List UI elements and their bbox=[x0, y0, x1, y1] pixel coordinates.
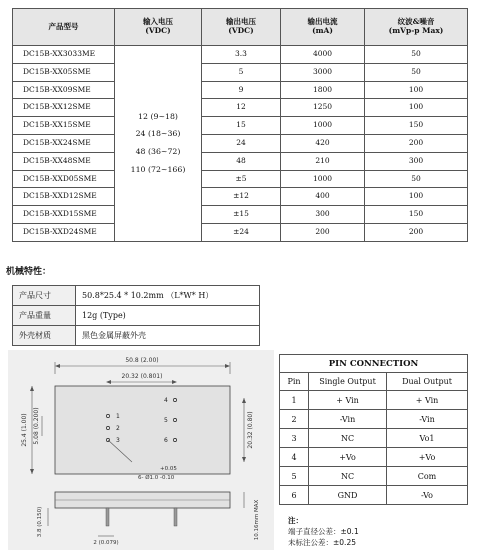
output-voltage-cell: 9 bbox=[202, 81, 281, 99]
header-output-current: 输出电流 (mA) bbox=[281, 9, 365, 46]
ripple-cell: 150 bbox=[365, 117, 468, 135]
model-cell: DC15B-XX3033ME bbox=[13, 46, 115, 64]
pin-number: 2 bbox=[280, 410, 309, 429]
mech-value: 12g (Type) bbox=[76, 306, 260, 326]
single-output-cell: +Vo bbox=[309, 448, 387, 467]
model-cell: DC15B-XX15SME bbox=[13, 117, 115, 135]
ripple-cell: 100 bbox=[365, 99, 468, 117]
output-current-cell: 1250 bbox=[281, 99, 365, 117]
table-row bbox=[280, 429, 468, 448]
header-input-voltage: 输入电压 (VDC) bbox=[115, 9, 202, 46]
output-voltage-cell: ±24 bbox=[202, 223, 281, 241]
table-row bbox=[13, 63, 468, 81]
table-row bbox=[13, 99, 468, 117]
pin-connection-table bbox=[279, 354, 468, 505]
dim-right: 20.32 (0.80) bbox=[247, 411, 254, 449]
output-voltage-cell: 48 bbox=[202, 152, 281, 170]
table-row bbox=[13, 170, 468, 188]
pin-label: 4 bbox=[164, 397, 168, 404]
header-model: 产品型号 bbox=[13, 9, 115, 46]
mech-key: 产品重量 bbox=[13, 306, 76, 326]
table-row bbox=[280, 486, 468, 505]
table-row bbox=[13, 286, 260, 306]
mech-value: 50.8*25.4 * 10.2mm （L*W* H） bbox=[76, 286, 260, 306]
ripple-cell: 200 bbox=[365, 223, 468, 241]
pin-diameter: 6- Ø1.0 -0.10 bbox=[138, 475, 175, 481]
output-voltage-cell: ±15 bbox=[202, 206, 281, 224]
header-ripple-noise: 纹波&噪音 (mVp-p Max) bbox=[365, 9, 468, 46]
input-voltage-line: 12 (9~18) bbox=[138, 111, 178, 121]
table-row bbox=[13, 188, 468, 206]
ripple-cell: 100 bbox=[365, 188, 468, 206]
input-voltage-line: 24 (18~36) bbox=[135, 129, 181, 139]
output-voltage-cell: ±5 bbox=[202, 170, 281, 188]
mechanical-drawing bbox=[8, 350, 274, 550]
output-voltage-cell: 3.3 bbox=[202, 46, 281, 64]
ripple-cell: 200 bbox=[365, 134, 468, 152]
model-cell: DC15B-XX05SME bbox=[13, 63, 115, 81]
table-row bbox=[13, 46, 468, 64]
pin-label: 2 bbox=[116, 425, 120, 432]
single-output-cell: NC bbox=[309, 467, 387, 486]
spec-header-row bbox=[13, 9, 468, 46]
mechanical-table bbox=[12, 285, 260, 346]
table-row bbox=[280, 391, 468, 410]
output-current-cell: 400 bbox=[281, 188, 365, 206]
dim-height: 10.16mm MAX bbox=[254, 499, 260, 541]
mech-value: 黑色金属屏蔽外壳 bbox=[76, 326, 260, 346]
dim-bottom: 2 (0.079) bbox=[93, 540, 119, 546]
side-pin bbox=[106, 508, 109, 526]
single-output-header: Single Output bbox=[309, 373, 387, 391]
mechanical-title: 机械特性： bbox=[6, 267, 52, 277]
side-pin bbox=[174, 508, 177, 526]
output-voltage-cell: ±12 bbox=[202, 188, 281, 206]
table-row bbox=[280, 448, 468, 467]
model-cell: DC15B-XX09SME bbox=[13, 81, 115, 99]
model-cell: DC15B-XXD15SME bbox=[13, 206, 115, 224]
pin-label: 3 bbox=[116, 437, 120, 444]
input-voltage-cell bbox=[115, 46, 202, 242]
note-line: 端子直径公差：±0.1 bbox=[288, 527, 359, 536]
dual-output-cell: Com bbox=[387, 467, 468, 486]
pin-header: Pin bbox=[280, 373, 309, 391]
table-row bbox=[13, 117, 468, 135]
model-cell: DC15B-XXD24SME bbox=[13, 223, 115, 241]
module-outline bbox=[55, 386, 230, 474]
ripple-cell: 50 bbox=[365, 63, 468, 81]
output-current-cell: 210 bbox=[281, 152, 365, 170]
table-row bbox=[280, 467, 468, 486]
output-current-cell: 420 bbox=[281, 134, 365, 152]
dim-pin-pitch: 5.08 (0.200) bbox=[33, 407, 40, 445]
output-current-cell: 4000 bbox=[281, 46, 365, 64]
spec-table bbox=[12, 8, 468, 242]
output-current-cell: 200 bbox=[281, 223, 365, 241]
dual-output-cell: Vo1 bbox=[387, 429, 468, 448]
table-row bbox=[280, 410, 468, 429]
table-row bbox=[13, 152, 468, 170]
table-row bbox=[13, 134, 468, 152]
pin-label: 6 bbox=[164, 437, 168, 444]
dual-output-header: Dual Output bbox=[387, 373, 468, 391]
ripple-cell: 100 bbox=[365, 81, 468, 99]
table-row bbox=[13, 326, 260, 346]
dim-pin-span: 20.32 (0.801) bbox=[121, 373, 163, 380]
dual-output-cell: +Vo bbox=[387, 448, 468, 467]
dim-length: 50.8 (2.00) bbox=[125, 357, 159, 364]
pin-number: 3 bbox=[280, 429, 309, 448]
pin-label: 5 bbox=[164, 417, 168, 424]
note-line: 未标注公差：±0.25 bbox=[288, 538, 356, 547]
ripple-cell: 50 bbox=[365, 46, 468, 64]
output-voltage-cell: 5 bbox=[202, 63, 281, 81]
dim-pin-length: 3.8 (0.150) bbox=[37, 506, 43, 538]
notes-heading: 注： bbox=[288, 516, 303, 525]
output-voltage-cell: 15 bbox=[202, 117, 281, 135]
pin-number: 5 bbox=[280, 467, 309, 486]
table-row bbox=[13, 306, 260, 326]
single-output-cell: GND bbox=[309, 486, 387, 505]
model-cell: DC15B-XXD12SME bbox=[13, 188, 115, 206]
output-current-cell: 1000 bbox=[281, 170, 365, 188]
single-output-cell: -Vin bbox=[309, 410, 387, 429]
output-voltage-cell: 12 bbox=[202, 99, 281, 117]
drawing-svg bbox=[8, 350, 274, 550]
pin-label: 1 bbox=[116, 413, 120, 420]
input-voltage-line: 110 (72~166) bbox=[130, 165, 186, 175]
input-voltage-line: 48 (36~72) bbox=[135, 147, 181, 157]
ripple-cell: 150 bbox=[365, 206, 468, 224]
header-output-voltage: 输出电压 (VDC) bbox=[202, 9, 281, 46]
output-current-cell: 300 bbox=[281, 206, 365, 224]
output-current-cell: 1800 bbox=[281, 81, 365, 99]
dual-output-cell: -Vin bbox=[387, 410, 468, 429]
pin-number: 6 bbox=[280, 486, 309, 505]
output-current-cell: 1000 bbox=[281, 117, 365, 135]
dual-output-cell: + Vin bbox=[387, 391, 468, 410]
table-row bbox=[13, 206, 468, 224]
model-cell: DC15B-XX12SME bbox=[13, 99, 115, 117]
mech-key: 产品尺寸 bbox=[13, 286, 76, 306]
dim-width: 25.4 (1.00) bbox=[21, 413, 28, 447]
pin-diameter-tolerance: +0.05 bbox=[160, 466, 177, 472]
output-voltage-cell: 24 bbox=[202, 134, 281, 152]
model-cell: DC15B-XX24SME bbox=[13, 134, 115, 152]
dual-output-cell: -Vo bbox=[387, 486, 468, 505]
single-output-cell: NC bbox=[309, 429, 387, 448]
ripple-cell: 300 bbox=[365, 152, 468, 170]
ripple-cell: 50 bbox=[365, 170, 468, 188]
table-row bbox=[13, 223, 468, 241]
table-row bbox=[13, 81, 468, 99]
pin-number: 1 bbox=[280, 391, 309, 410]
model-cell: DC15B-XXD05SME bbox=[13, 170, 115, 188]
output-current-cell: 3000 bbox=[281, 63, 365, 81]
pin-table-title: PIN CONNECTION bbox=[280, 355, 468, 373]
pin-number: 4 bbox=[280, 448, 309, 467]
notes bbox=[288, 515, 359, 548]
model-cell: DC15B-XX48SME bbox=[13, 152, 115, 170]
mech-key: 外壳材质 bbox=[13, 326, 76, 346]
single-output-cell: + Vin bbox=[309, 391, 387, 410]
